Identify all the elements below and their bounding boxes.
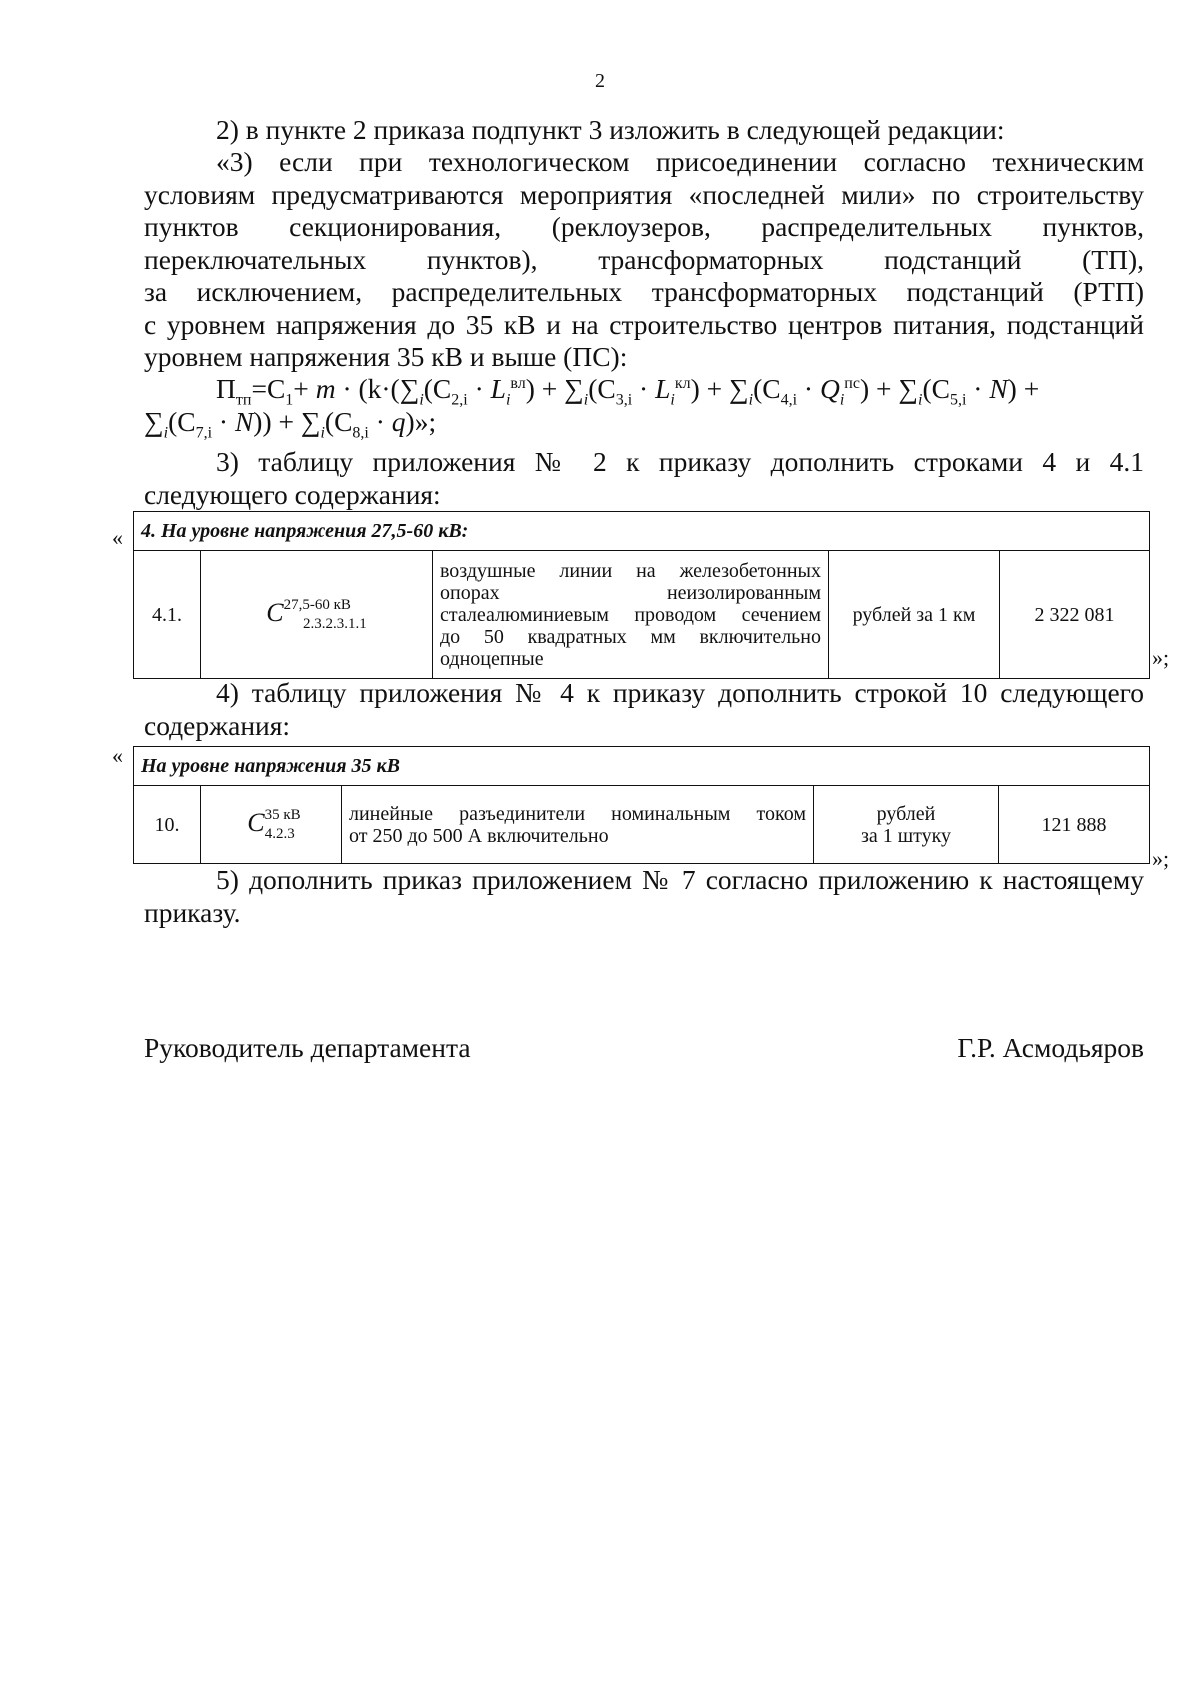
paragraph-3-line: с уровнем напряжения до 35 кВ и на строительство центров питания, подстанций [144, 308, 1144, 340]
formula-line-2: $\sum_i(C_{7,i} \cdot N)) + \sum_i(C_{8,i} \cdot q)$»; [144, 406, 437, 442]
formula-end: )»; [405, 406, 437, 437]
paragraph-3-line: «3) если при технологическом присоединении согласно техническим [216, 146, 1144, 177]
paragraph-6 [144, 864, 1144, 929]
description-line: линейные разъединители номинальным током [349, 802, 806, 825]
paragraph-4-last-line: следующего содержания: [144, 478, 441, 510]
code-subscript: 2.3.2.3.1.1 [302, 616, 367, 632]
formula-line-1: $П_{тп}=C_1+ m \cdot (k\cdot(\sum_i(C_{2,i} \cdot L_i^{вл}) + \sum_i(C_{3,i} \cdot L_i^{кл}) + \sum_i(C_{4,i} \cdot Q_i^{пс}) + \sum_i(C_{5,i} \cdot N)$ + [216, 373, 1040, 409]
table-row [134, 786, 1150, 864]
description-line: от 250 до 500 А включительно [349, 824, 609, 847]
paragraph-5-last-line: содержания: [144, 709, 291, 741]
code-letter: C [247, 808, 265, 837]
code-subscript: 4.2.3 [264, 826, 295, 842]
paragraph-3-line: переключательных пунктов), трансформаторных подстанций (ТП), [144, 243, 1144, 275]
description-line: опорах неизолированным [440, 581, 821, 604]
unit-line: рублей [876, 802, 936, 825]
table-1 [133, 511, 1150, 679]
table2-close-quote: »; [1152, 846, 1170, 871]
page-number: 2 [595, 70, 605, 92]
signature-name: Г.Р. Асмодьяров [957, 1032, 1144, 1063]
table1-row-description [433, 551, 829, 679]
table1-row-code [201, 551, 433, 679]
code-letter: C [266, 598, 284, 627]
formula-lhs: П [216, 373, 236, 404]
paragraph-2: 2) в пункте 2 приказа подпункт 3 изложить в следующей редакции: [216, 114, 1005, 145]
paragraph-3-line: условиям предусматриваются мероприятия «последней мили» по строительству [144, 178, 1144, 210]
formula-lhs-sub: тп [235, 391, 252, 409]
paragraph-4-line: 3) таблицу приложения № 2 к приказу дополнить строками 4 и 4.1 [216, 446, 1144, 477]
description-line: сталеалюминиевым проводом сечением [440, 603, 821, 626]
paragraph-3-last-line: уровнем напряжения 35 кВ и выше (ПС): [144, 341, 628, 372]
description-line: воздушные линии на железобетонных [440, 559, 821, 582]
code-superscript: 27,5-60 кВ [283, 597, 351, 613]
table1-row-unit: рублей за 1 км [829, 551, 1000, 679]
signature-position: Руководитель департамента [144, 1032, 471, 1063]
unit-line: за 1 штуку [860, 824, 952, 847]
table2-row-unit [814, 786, 999, 864]
paragraph-5-line: 4) таблицу приложения № 4 к приказу дополнить строкой 10 следующего [216, 677, 1144, 708]
table2-row-number: 10. [134, 786, 201, 864]
table1-header: 4. На уровне напряжения 27,5-60 кВ: [134, 512, 1150, 551]
table1-row-value: 2 322 081 [1000, 551, 1150, 679]
table1-row-number: 4.1. [134, 551, 201, 679]
description-line: до 50 квадратных мм включительно [440, 625, 821, 648]
table2-open-quote: « [112, 743, 123, 768]
table2-row-code [201, 786, 342, 864]
table1-open-quote: « [112, 525, 123, 550]
table1-close-quote: »; [1152, 645, 1170, 670]
table2-header: На уровне напряжения 35 кВ [134, 747, 1150, 786]
paragraph-4 [144, 446, 1144, 511]
paragraph-6-line: 5) дополнить приказ приложением № 7 согласно приложению к настоящему [216, 864, 1144, 895]
paragraph-5 [144, 677, 1144, 742]
paragraph-3 [144, 146, 1144, 374]
paragraph-3-line: пунктов секционирования, (реклоузеров, распределительных пунктов, [144, 211, 1144, 242]
paragraph-3-line: за исключением, распределительных трансформаторных подстанций (РТП) [144, 276, 1144, 307]
table2-row-description [342, 786, 814, 864]
description-line: одноцепные [440, 647, 544, 670]
table-row [134, 551, 1150, 679]
table-2 [133, 746, 1150, 864]
table2-row-value: 121 888 [999, 786, 1150, 864]
table2-header-row [134, 747, 1150, 786]
table1-header-row [134, 512, 1150, 551]
code-superscript: 35 кВ [264, 807, 301, 823]
paragraph-6-last-line: приказу. [144, 896, 241, 928]
